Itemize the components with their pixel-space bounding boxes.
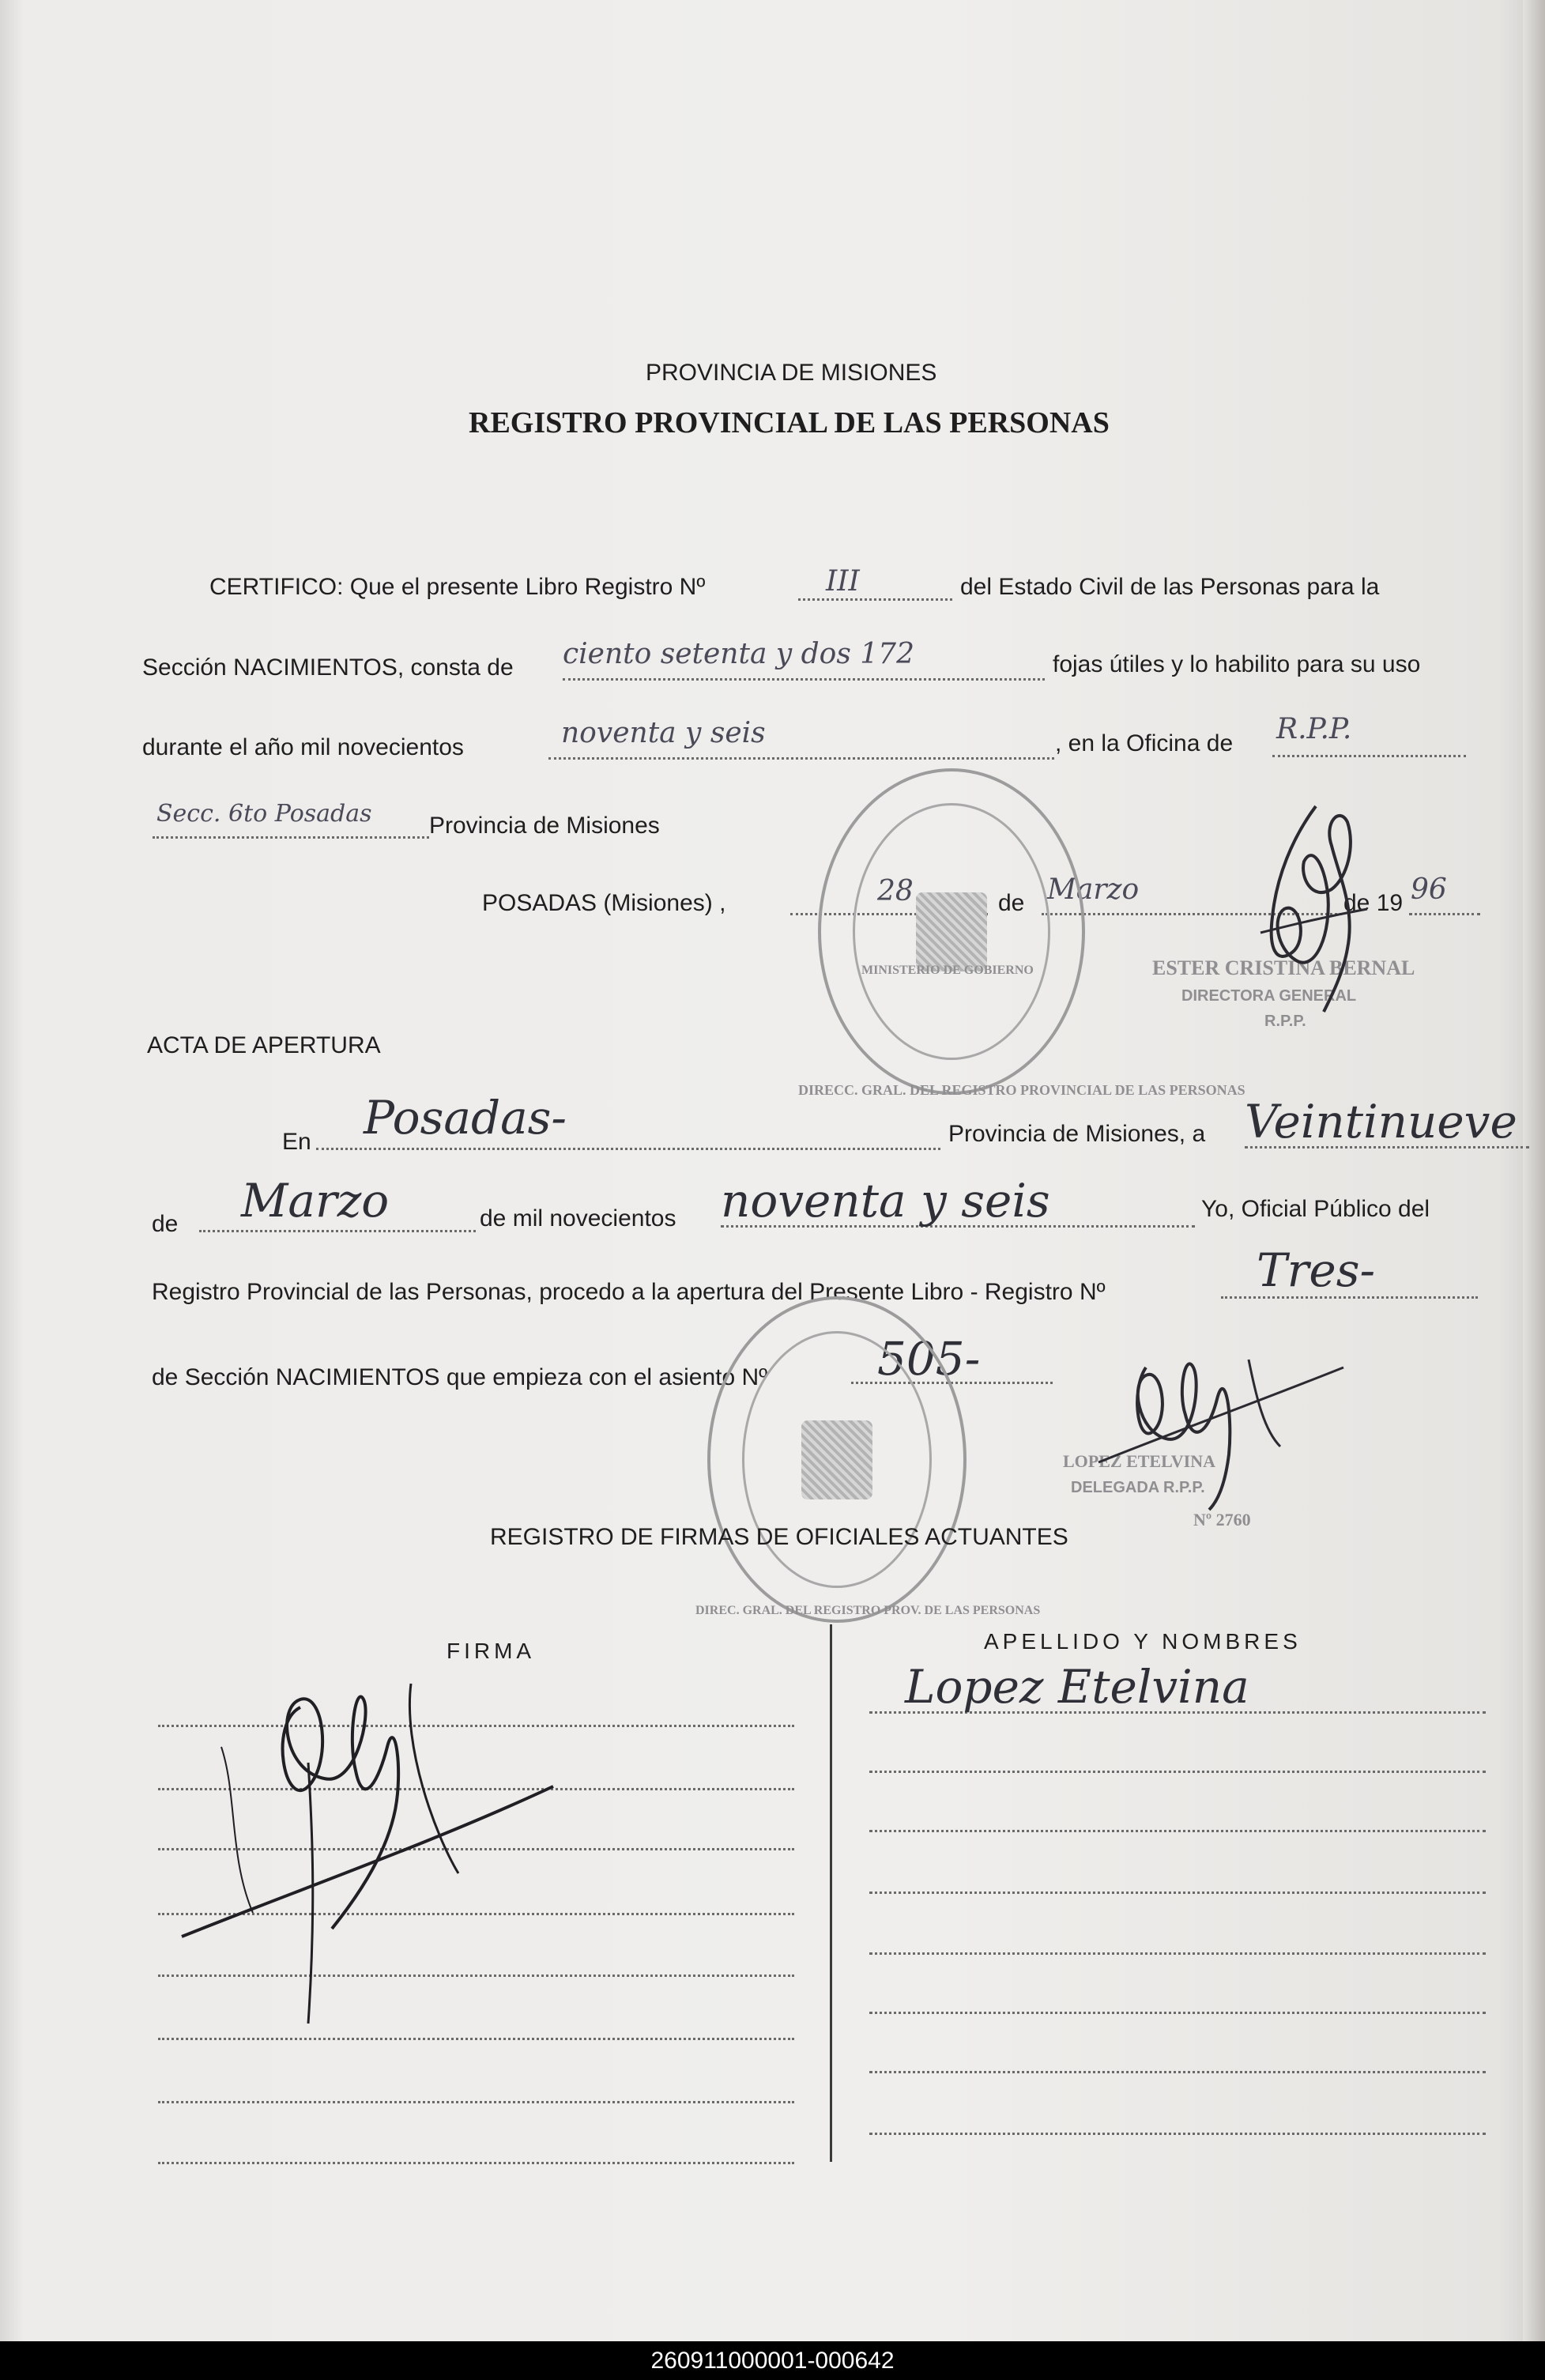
acta-row1-dots — [316, 1148, 940, 1150]
cert-office-handwritten: R.P.P. — [1276, 713, 1352, 745]
registry-heading: REGISTRO PROVINCIAL DE LAS PERSONAS — [469, 406, 1110, 439]
delegate-stamp-number: Nº 2760 — [1193, 1510, 1251, 1529]
cert-year-handwritten: noventa y seis — [561, 717, 766, 749]
cert-year-prefix: de 19 — [1343, 890, 1404, 916]
page-spine-edge — [1523, 0, 1545, 2341]
apellido-line-5 — [869, 1952, 1486, 1955]
director-stamp-org: R.P.P. — [1264, 1013, 1306, 1030]
cert-line3-text-a: durante el año mil novecientos — [142, 734, 464, 760]
delegate-stamp-title: DELEGADA R.P.P. — [1071, 1479, 1205, 1496]
apellido-line-2 — [869, 1771, 1486, 1773]
cert-line4-text-b: Provincia de Misiones — [429, 813, 660, 839]
cert-line1-text-b: del Estado Civil de las Personas para la — [960, 574, 1380, 600]
cert-office-dots — [1272, 755, 1466, 757]
seal-1-outer-text: DIRECC. GRAL. DEL REGISTRO PROVINCIAL DE LAS PERSONAS — [798, 1082, 1245, 1098]
acta-row2-text-c: Yo, Oficial Público del — [1201, 1196, 1430, 1222]
cert-line1-dots — [798, 598, 952, 601]
official-round-seal-2 — [707, 1296, 967, 1623]
cert-line2-text-a: Sección NACIMIENTOS, consta de — [142, 654, 514, 681]
column-header-firma: FIRMA — [447, 1639, 536, 1663]
acta-month-handwritten: Marzo — [241, 1174, 390, 1228]
firmas-title: REGISTRO DE FIRMAS DE OFICIALES ACTUANTES — [490, 1524, 1068, 1550]
delegate-stamp-name: LOPEZ ETELVINA — [1063, 1451, 1215, 1471]
firma-line-8 — [158, 2162, 794, 2164]
apellido-line-7 — [869, 2071, 1486, 2073]
official-round-seal-1 — [818, 768, 1085, 1095]
cert-line5-text-a: POSADAS (Misiones) , — [482, 890, 726, 916]
seal-2-outer-text: DIREC. GRAL. DEL REGISTRO PROV. DE LAS PERSONAS — [695, 1604, 1041, 1617]
acta-title: ACTA DE APERTURA — [147, 1032, 381, 1058]
director-signature — [1229, 790, 1387, 1028]
seal-1-inner-text: MINISTERIO DE GOBIERNO — [861, 964, 1034, 977]
cert-year-suffix-handwritten: 96 — [1411, 873, 1447, 906]
acta-row4-text-a: de Sección NACIMIENTOS que empieza con el asiento Nº — [152, 1364, 768, 1390]
coat-of-arms-icon — [801, 1420, 872, 1499]
cert-line3-dots — [548, 757, 1054, 760]
acta-asiento-handwritten: 505- — [877, 1332, 981, 1386]
document-id: 260911000001-000642 — [650, 2348, 895, 2374]
director-stamp-title: DIRECTORA GENERAL — [1181, 987, 1357, 1005]
acta-row1-text-b: Provincia de Misiones, a — [948, 1121, 1206, 1147]
acta-city-handwritten: Posadas- — [364, 1091, 567, 1145]
officer-signature — [174, 1652, 569, 2031]
cert-year-dots — [1409, 913, 1480, 915]
cert-line4-dots — [153, 836, 429, 839]
cert-line3-text-b: , en la Oficina de — [1055, 730, 1234, 756]
province-heading: PROVINCIA DE MISIONES — [646, 360, 937, 386]
acta-row2-text-a: de — [152, 1211, 179, 1237]
cert-line2-dots — [563, 678, 1045, 681]
cert-day-handwritten: 28 — [877, 875, 914, 907]
cert-line1-text-a: CERTIFICO: Que el presente Libro Registro Nº — [209, 574, 706, 600]
delegate-signature — [1091, 1336, 1351, 1518]
cert-section-handwritten: Secc. 6to Posadas — [156, 800, 372, 828]
apellido-line-8 — [869, 2133, 1486, 2135]
acta-row1-text-a: En — [282, 1129, 311, 1155]
cert-line2-text-b: fojas útiles y lo habilito para su uso — [1053, 651, 1421, 677]
cert-month-handwritten: Marzo — [1047, 873, 1140, 906]
cert-line5-de: de — [998, 890, 1025, 916]
acta-year-handwritten: noventa y seis — [721, 1174, 1050, 1228]
acta-month-dots — [199, 1230, 476, 1232]
cert-fojas-handwritten: ciento setenta y dos 172 — [563, 638, 914, 670]
cert-libro-number-handwritten: III — [826, 565, 860, 598]
apellido-line-4 — [869, 1892, 1486, 1894]
coat-of-arms-icon — [916, 892, 987, 971]
firma-line-6 — [158, 2038, 794, 2040]
apellido-line-6 — [869, 2012, 1486, 2014]
acta-row2-text-b: de mil novecientos — [480, 1205, 676, 1231]
apellido-entry-handwritten: Lopez Etelvina — [905, 1660, 1249, 1714]
director-stamp-name: ESTER CRISTINA BERNAL — [1152, 956, 1415, 979]
acta-day-handwritten: Veintinueve — [1245, 1095, 1517, 1149]
acta-row3-text-a: Registro Provincial de las Personas, procedo a la apertura del Presente Libro - Registro Nº — [152, 1279, 1106, 1305]
firma-line-7 — [158, 2101, 794, 2103]
column-header-apellido: APELLIDO Y NOMBRES — [984, 1629, 1302, 1654]
acta-registro-handwritten: Tres- — [1257, 1243, 1376, 1297]
scan-footer-bar — [0, 2341, 1545, 2380]
apellido-line-3 — [869, 1830, 1486, 1832]
column-divider — [830, 1624, 832, 2162]
